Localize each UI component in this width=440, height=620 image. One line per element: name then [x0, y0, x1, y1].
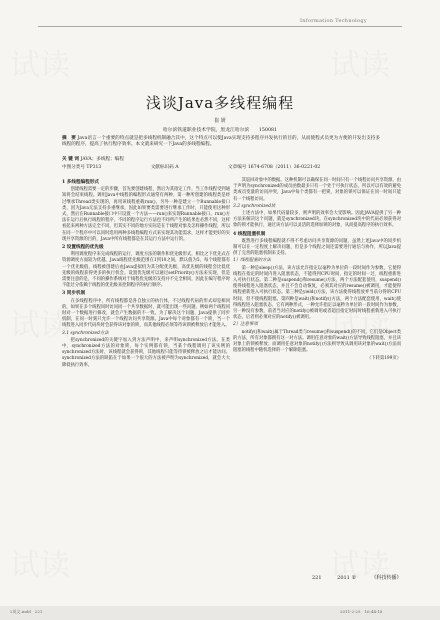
continued-note: （下转第199页）	[367, 356, 401, 362]
paragraph: notify()和wait()属于Thread类与resume()和suspend()的不同，它们是Object类的方法，所有对象都拥有这一对方法。调用任意对象的wait()方法导致线程阻塞，并且该对象上的锁被释放；而调用任意对象的notify()方法则导致从调用该对象的wait()方法而阻塞的线程中随机选择的一个解除阻塞。	[233, 329, 401, 354]
subsection-heading: 3.1 synchronized方法	[62, 330, 109, 336]
abstract-label: 摘 要	[62, 136, 76, 141]
document-code: 文献标识码 A	[150, 165, 179, 170]
paragraph: 创建线程需要一定的步骤，首先要创建线程，然后为其指定工作，当工作线程受到通知将会结束线程。调用Java中线程的编程形式通常有两种，第一种所创建的线程类是经过继承Thread类实现的，再用该线程重载run()，另外一种是建立一个Runnable接口类，因为Java无法支持多重继承，因此如果要类需要进行继承工作时，只能使用这种形式，然后在Runnable接口中只设置一个方法——run()来实现Runnable接口。run()方法在运行后执行线程的程序，不同的程序运行方法也不同所产生的结果也必然不同，这样看起来两种方法完全不同，但其实不同的地方实际是在于线程对象及怎样操作线程，所以在同一个程序中可以同时选用两种多线程编程方式来实现其功能需求，这样才能更好的实现共享资源的目的，Java中所有线程都是在其运行方法中运行的。	[62, 187, 230, 242]
page-footer	[312, 574, 416, 581]
section-heading: 4 线程阻塞机制	[233, 231, 266, 237]
paragraph: 上述方法中，如果代码量较多，则声明的效率会大受影响。因此JAVA提供了另一种方法来解决这个问题，就是synchronized块。在synchronized块中的代码必须获得对象的锁才能执行，通过该方法可以灵活的选择加锁的对象，从而提高程序的执行效率。	[233, 211, 401, 229]
article-number: 文章编号 1674-6708（2011）36-0221-02	[228, 165, 321, 170]
section-heading: 2 设置线程的优先级	[62, 245, 104, 251]
abstract	[62, 136, 380, 149]
print-slug-time: 2011-2-25 16:44:18	[340, 609, 383, 614]
keywords-text: JAVA；多线程；编程	[80, 157, 124, 162]
paragraph: 把synchronized的关键字加入到方法声明中，来声明synchronized方法。在类中，synchronized方法的对象锁，每个实例都有锁，当某个线程调用了该实例的synchronized方法时，该线程就会获得锁，其他线程只能等待锁被释放之后才能访问。synchronized方法的缺陷在于如果一个很大的方法被声明为synchronized，就会大大降低执行效率。	[62, 337, 230, 368]
watermark	[10, 300, 70, 344]
subsection-heading: 3.2 synchronized块	[233, 203, 276, 209]
journal-name: 《科技传播》	[371, 575, 402, 581]
watermark	[10, 540, 70, 584]
paragraph: 在多线程程序中，所有线程都是各自独立的执行体，不过线程代码的形式却是相同的，如果在多个线程同时访问同一个共享数据时，就可能出现一些问题，例如两个线程同时对一个数据进行修改，就会产生数据的不一致。为了解决这个问题，Java提供了同步机制，在同一时刻只允许一个线程访问共享资源。Java中每个对象都有一个锁，当一个线程进入同步代码块时会获得该对象的锁，而其他线程必须等待该锁被释放后才能进入。	[62, 298, 230, 329]
keywords	[62, 156, 380, 162]
keywords-label: 关 键 词	[62, 157, 79, 162]
paragraph: 其返回对象中的数据。这种机制可以确保在同一时间只有一个线程访问共享资源，由于声明为synchronized的成员函数最多只有一个处于可执行状态，所以可以有效的避免类成员变量的访问冲突，Java中每个类都有一把锁，对象的锁可以保证在同一时间只能有一个线程访问。	[233, 178, 401, 202]
watermark	[10, 40, 70, 84]
paragraph: 既然进行多线程编程就不得不考虑访问共享资源的问题，虽然上述Java中的同步机制可以在一定程度上解决问题，但是多个线程之间还需要进行通信与协作，所以Java提供了完善的阻塞机制来支持。	[233, 238, 401, 257]
print-slug-file: 2英文.indd 221	[10, 609, 43, 614]
watermark	[330, 40, 390, 84]
section-heading: 1 多线程编程形式	[62, 180, 99, 185]
classification	[62, 164, 380, 170]
clc-number: 中图分类号 TP313	[62, 165, 102, 170]
page-number: 221	[312, 575, 322, 581]
affiliation: 哈尔滨铁道职业技术学院，黑龙江哈尔滨 150081	[162, 128, 278, 133]
paragraph: 利用调度程序来完成线程的运行，调度方法的制作和优先级形式，相比之下优先式在资源调度方面较为优越。Java线程优先级范围在1到10之间，默认值为5，每个线程都有一个优先级值，线程被创建后由Java虚拟机为其分配优先级，高优先级的线程会比低优先级的线程获得更多的执行机会。设置优先级可以通过setPriority()方法来实现，但是需要注意的是，不同的操作系统对于线程优先级的支持并不完全相同，因此在编写程序时不能过分依赖于线程的优先级来控制程序的执行顺序。	[62, 252, 230, 289]
header-rule	[38, 26, 402, 27]
paper-title: 浅谈Java多线程编程	[145, 94, 295, 112]
paragraph: 第一种是sleep()方法，该方法允许指定以毫秒为单位的一段时间作为参数，它使得线程在指定的时间内进入阻塞状态，不能得到CPU时间，指定的时间一过，线程重新进入可执行状态。第二种是suspend()和resume()方法，两个方法配套使用，suspend()使得线程进入阻塞状态，并且不会自动恢复，必须其对应的resume()被调用，才能使得线程重新进入可执行状态。第三种是yield()方法，该方法使得线程放弃当前分得的CPU时间，但不使线程阻塞。第四种是wait()和notify()方法，两个方法配套使用，wait()使得线程进入阻塞状态，它有两种形式，一种允许指定以毫秒为单位的一段时间作为参数，另一种没有参数，前者当对应的notify()被调用或者超出指定时间时线程重新进入可执行状态，后者则必须对应的notify()被调用。	[233, 265, 401, 321]
left-column	[62, 178, 230, 369]
right-column	[233, 178, 401, 363]
author: 崔 妍	[214, 118, 226, 124]
abstract-text: Java语言一个重要的特点就是把多线程机制融合其中，这个特点可以使Java实现支持多程序并发执行的目的，从而使程式员更为方便的开发出支持多线程的程序，提高了执行程序效率。本文就来研究一下Java的多线程编程。	[62, 136, 380, 148]
subsection-heading: 2）注意事项	[233, 322, 258, 328]
issue-number: 2011 ②	[337, 575, 356, 581]
subsection-heading: 1）线程阻塞的方法	[233, 258, 271, 264]
section-heading: 3 同步机制	[62, 291, 86, 297]
running-header: Information Technology	[300, 18, 367, 24]
